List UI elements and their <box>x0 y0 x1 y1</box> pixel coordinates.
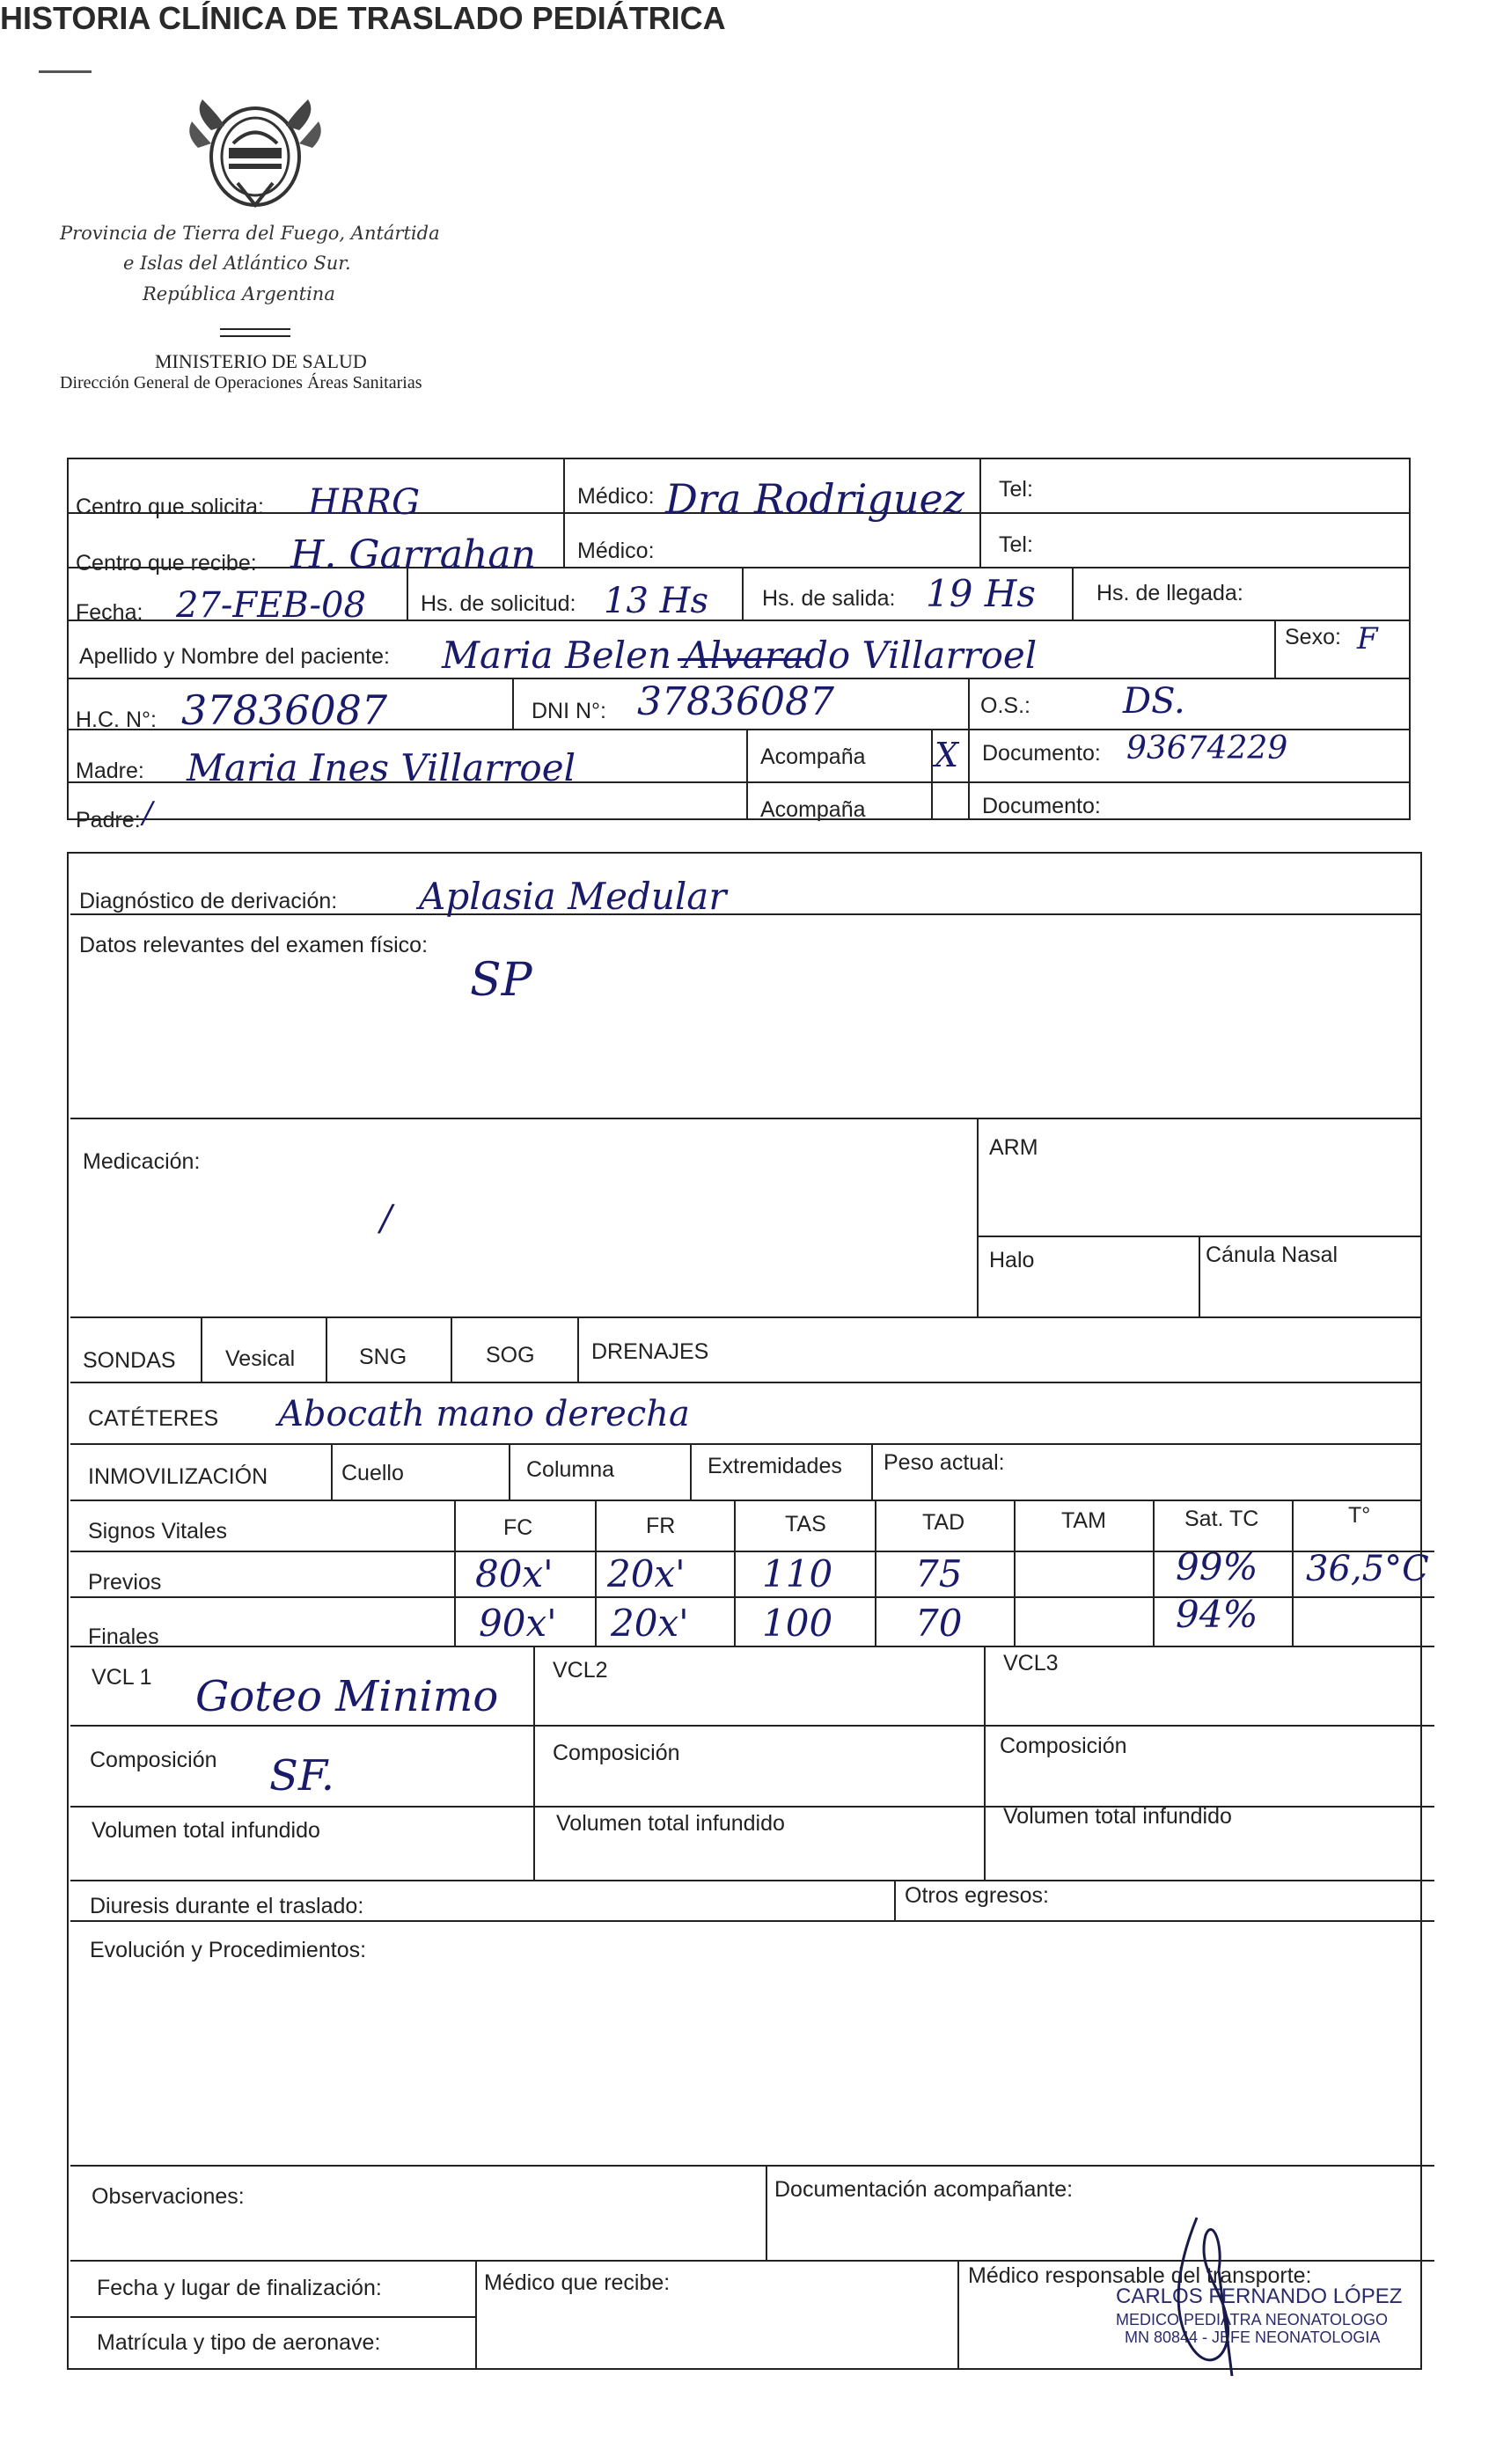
cateteres-label: CATÉTERES <box>88 1406 219 1431</box>
acompana-1-label: Acompaña <box>760 744 866 769</box>
canula-label: Cánula Nasal <box>1206 1243 1338 1267</box>
paciente-label: Apellido y Nombre del paciente: <box>79 644 390 669</box>
col-line <box>977 1118 979 1316</box>
dni-value: 37836087 <box>637 679 834 724</box>
madre-label: Madre: <box>76 759 144 783</box>
inmovilizacion-label: INMOVILIZACIÓN <box>88 1464 268 1489</box>
previos-tad: 75 <box>915 1552 963 1595</box>
sexo-value: F <box>1357 621 1378 656</box>
col-line <box>979 458 981 567</box>
diagnostico-label: Diagnóstico de derivación: <box>79 889 338 913</box>
centro-solicita-value: HRRG <box>308 482 421 523</box>
tel-solicita-label: Tel: <box>999 477 1033 502</box>
sexo-label: Sexo: <box>1285 625 1341 649</box>
previos-label: Previos <box>88 1570 162 1595</box>
finales-tad: 70 <box>915 1602 963 1645</box>
col-line <box>454 1500 456 1646</box>
col-line <box>595 1500 597 1646</box>
finales-fc: 90x' <box>479 1602 557 1645</box>
row-line <box>70 1880 1434 1881</box>
drenajes-label: DRENAJES <box>591 1339 709 1364</box>
matricula-label: Matrícula y tipo de aeronave: <box>97 2330 381 2355</box>
col-line <box>1014 1500 1016 1646</box>
medicacion-label: Medicación: <box>83 1149 201 1174</box>
medico-que-recibe-label: Médico que recibe: <box>484 2270 671 2295</box>
col-line <box>1072 567 1074 620</box>
col-line <box>871 1443 873 1500</box>
previos-tas: 110 <box>762 1552 833 1595</box>
vitals-header-temp: T° <box>1348 1503 1371 1528</box>
centro-solicita-label: Centro que solicita: <box>76 495 265 519</box>
row-line <box>70 1316 1422 1318</box>
vitals-header-sat: Sat. TC <box>1184 1507 1259 1531</box>
otros-egresos-label: Otros egresos: <box>905 1883 1049 1908</box>
col-line <box>1153 1500 1155 1646</box>
fecha-lugar-label: Fecha y lugar de finalización: <box>97 2276 382 2300</box>
diagnostico-value: Aplasia Medular <box>419 875 727 918</box>
col-line <box>475 2260 477 2370</box>
padre-value: / <box>143 796 153 831</box>
paciente-value: Maria Belen Alvarado Villarroel <box>442 634 1038 677</box>
col-line <box>512 678 514 729</box>
vitals-header-fr: FR <box>646 1514 676 1538</box>
hs-solicitud-label: Hs. de solicitud: <box>421 591 576 616</box>
stamp-role: MEDICO PEDIATRA NEONATOLOGO <box>1116 2311 1389 2328</box>
col-line <box>984 1646 986 1880</box>
previos-fc: 80x' <box>475 1552 554 1595</box>
col-line <box>734 1500 736 1646</box>
vitals-header-fc: FC <box>503 1515 533 1540</box>
vcl1-label: VCL 1 <box>92 1665 152 1690</box>
dni-label: DNI N°: <box>532 699 606 723</box>
os-label: O.S.: <box>980 693 1030 718</box>
extremidades-label: Extremidades <box>708 1454 842 1478</box>
padre-label: Padre: <box>76 808 141 832</box>
stamp-name: CARLOS FERNANDO LÓPEZ <box>1116 2284 1403 2308</box>
evolucion-label: Evolución y Procedimientos: <box>90 1938 367 1962</box>
hs-salida-label: Hs. de salida: <box>762 586 896 611</box>
volumen-3-label: Volumen total infundido <box>1003 1804 1232 1829</box>
tel-recibe-label: Tel: <box>999 532 1033 557</box>
header-divider <box>220 328 290 330</box>
sng-label: SNG <box>359 1345 407 1369</box>
direction-name: Dirección General de Operaciones Áreas Sanitarias <box>60 373 422 392</box>
composicion-2-label: Composición <box>553 1741 680 1765</box>
col-line <box>746 729 748 820</box>
previos-temp: 36,5°C <box>1306 1549 1429 1589</box>
acompana-1-mark: X <box>935 736 959 774</box>
row-line <box>70 2165 1434 2167</box>
col-line <box>766 2165 767 2260</box>
col-line <box>968 729 970 820</box>
col-line <box>1199 1236 1200 1316</box>
finales-sat: 94% <box>1176 1593 1258 1636</box>
volumen-1-label: Volumen total infundido <box>92 1818 320 1843</box>
vitals-header-tam: TAM <box>1061 1508 1106 1533</box>
vesical-label: Vesical <box>225 1346 296 1371</box>
form-title: HISTORIA CLÍNICA DE TRASLADO PEDIÁTRICA <box>0 0 726 36</box>
hs-llegada-label: Hs. de llegada: <box>1096 581 1243 605</box>
documento-2-label: Documento: <box>982 794 1101 818</box>
documento-1-value: 93674229 <box>1126 730 1288 766</box>
row-line <box>70 1920 1434 1922</box>
province-line-1: Provincia de Tierra del Fuego, Antártida <box>60 223 440 244</box>
row-line <box>67 567 1411 568</box>
row-line <box>70 1443 1422 1445</box>
observaciones-label: Observaciones: <box>92 2184 245 2209</box>
previos-fr: 20x' <box>607 1552 686 1595</box>
peso-label: Peso actual: <box>884 1450 1005 1475</box>
examen-value: SP <box>470 954 532 1007</box>
col-line <box>894 1880 896 1920</box>
cateteres-value: Abocath mano derecha <box>278 1394 690 1434</box>
vcl1-value: Goteo Minimo <box>195 1672 499 1721</box>
col-line <box>742 567 744 620</box>
fecha-label: Fecha: <box>76 600 143 625</box>
signature <box>1144 2209 1267 2385</box>
header-divider-2 <box>220 335 290 337</box>
hs-salida-value: 19 Hs <box>926 572 1036 615</box>
halo-label: Halo <box>989 1248 1035 1272</box>
strikethrough-mark <box>678 658 810 661</box>
scan-mark <box>39 70 92 73</box>
col-line <box>201 1316 202 1382</box>
acompana-2-label: Acompaña <box>760 797 866 822</box>
columna-label: Columna <box>526 1457 615 1482</box>
col-line <box>931 729 933 820</box>
hc-value: 37836087 <box>181 686 388 734</box>
row-line <box>70 1646 1434 1647</box>
medico-recibe-label: Médico: <box>577 539 655 563</box>
examen-label: Datos relevantes del examen físico: <box>79 933 429 957</box>
ministry-name: MINISTERIO DE SALUD <box>155 350 367 372</box>
col-line <box>1274 620 1276 678</box>
finales-label: Finales <box>88 1624 159 1649</box>
vcl2-label: VCL2 <box>553 1658 608 1683</box>
medicacion-value: / <box>380 1199 392 1239</box>
hc-label: H.C. N°: <box>76 708 157 732</box>
row-line <box>70 1725 1434 1727</box>
province-line-2: e Islas del Atlántico Sur. <box>123 253 351 274</box>
documento-1-label: Documento: <box>982 741 1101 766</box>
vcl3-label: VCL3 <box>1003 1651 1059 1676</box>
province-line-3: República Argentina <box>143 283 335 304</box>
col-line <box>968 678 970 729</box>
col-line <box>875 1500 876 1646</box>
sondas-label: SONDAS <box>83 1348 176 1373</box>
medico-solicita-label: Médico: <box>577 484 655 509</box>
row-line <box>70 2316 475 2318</box>
volumen-2-label: Volumen total infundido <box>556 1811 785 1836</box>
sog-label: SOG <box>486 1343 535 1368</box>
cuello-label: Cuello <box>341 1461 404 1485</box>
stamp-mn: MN 80844 - JEFE NEONATOLOGIA <box>1125 2328 1381 2346</box>
col-line <box>509 1443 510 1500</box>
province-seal <box>185 95 326 214</box>
col-line <box>326 1316 327 1382</box>
col-line <box>563 458 565 567</box>
row-line <box>70 1118 1422 1119</box>
row-line <box>70 1382 1422 1383</box>
signos-vitales-label: Signos Vitales <box>88 1519 227 1544</box>
col-line <box>331 1443 333 1500</box>
vitals-header-tad: TAD <box>922 1510 965 1535</box>
vitals-header-tas: TAS <box>785 1512 826 1536</box>
centro-recibe-label: Centro que recibe: <box>76 551 257 576</box>
medico-solicita-value: Dra Rodriguez <box>665 475 964 523</box>
col-line <box>957 2260 959 2370</box>
composicion-3-label: Composición <box>1000 1734 1127 1758</box>
fecha-value: 27-FEB-08 <box>176 585 366 626</box>
composicion-1-label: Composición <box>90 1748 217 1772</box>
col-line <box>451 1316 452 1382</box>
centro-recibe-value: H. Garrahan <box>290 532 536 577</box>
os-value: DS. <box>1123 681 1185 722</box>
finales-fr: 20x' <box>611 1602 689 1645</box>
col-line <box>690 1443 692 1500</box>
hs-solicitud-value: 13 Hs <box>604 581 709 621</box>
finales-tas: 100 <box>762 1602 833 1645</box>
madre-value: Maria Ines Villarroel <box>187 746 576 789</box>
row-line <box>70 1500 1422 1501</box>
previos-sat: 99% <box>1176 1545 1258 1588</box>
medico-responsable-label: Médico responsable del transporte: <box>968 2263 1312 2288</box>
col-line <box>533 1646 535 1880</box>
col-line <box>1292 1500 1294 1646</box>
documentacion-label: Documentación acompañante: <box>774 2177 1074 2202</box>
diuresis-label: Diuresis durante el traslado: <box>90 1894 364 1918</box>
col-line <box>577 1316 579 1382</box>
arm-label: ARM <box>989 1135 1038 1160</box>
composicion-1-value: SF. <box>269 1751 334 1800</box>
